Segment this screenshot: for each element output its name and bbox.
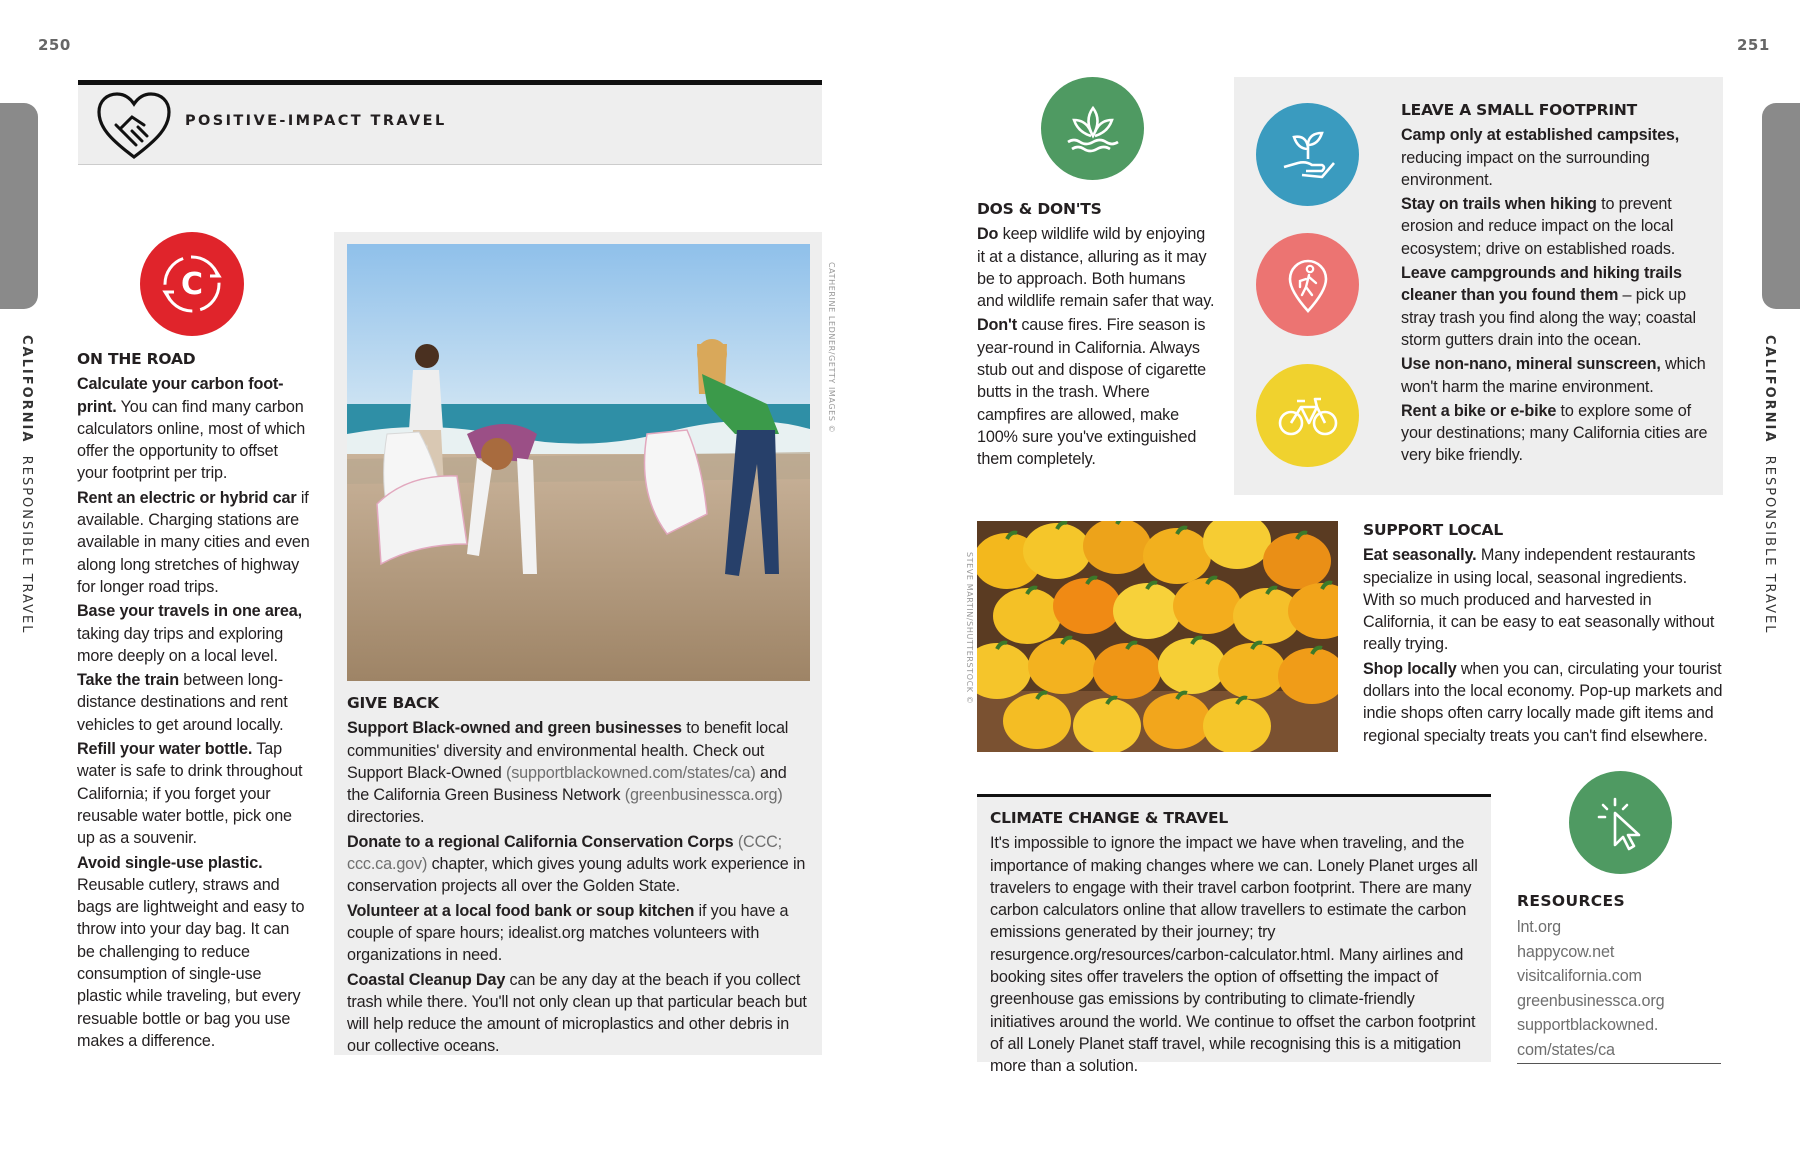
give-back-section [347,692,810,1060]
give-back-item: Support Black-owned and green businesses to benefit local communities' diversity and environmental health. Check out Support Black-Owned (supportblackowned.com/states/ca) and the California Green Business Network (greenbusinessca.org) directories. [347,719,789,827]
on-the-road-section [77,348,310,1054]
on-the-road-item: Take the train between long-distance destinations and rent vehicles to get around locally. [77,671,288,734]
ccc-link[interactable]: (CCC; ccc.ca.gov) [347,832,783,874]
page-number-right: 251 [1737,36,1770,54]
on-the-road-heading: ON THE ROAD [77,350,196,368]
beach-photo-credit: CATHERINE LEDNER/GETTY IMAGES © [827,262,836,434]
cursor-click-icon [1569,771,1672,874]
side-tab-right [1762,103,1800,309]
side-label-region: CALIFORNIA [19,335,34,444]
dos-donts-section [977,198,1215,473]
support-local-heading: SUPPORT LOCAL [1363,521,1504,539]
dos-item: Do keep wildlife wild by enjoying it at a distance, alluring as it may be to approach. Both humans and wildlife remain safer that way. [977,225,1215,311]
handshake-heart-icon [96,91,172,159]
support-local-item: Eat seasonally. Many independent restaurants specialize in using local, seasonal ingredients. With so much produced and harvested in California, it can be easy to eat seasonally without really trying. [1363,546,1715,654]
on-the-road-item: Rent an electric or hybrid car if available. Charging stations are available in many cities and even along long stretches of highway for longer road trips. [77,488,310,596]
pepper-shape [1023,523,1091,579]
resource-link[interactable]: greenbusinessca.org [1517,991,1665,1010]
pepper-shape [1093,643,1161,699]
greenbusinessca-link[interactable]: (greenbusinessca.org) [624,786,783,805]
side-label-right [1762,335,1777,634]
lotus-water-icon [1041,77,1144,180]
footprint-item: Rent a bike or e-bike to explore some of your destinations; many California cities are very bike friendly. [1401,401,1708,465]
on-the-road-item: Avoid single-use plastic. Reusable cutlery, straws and bags are lightweight and easy to throw into your day bag. It can be challenging to reduce consumption of single-use plastic while traveling, but every resuable bottle or bag you use makes a difference. [77,853,305,1050]
resource-link[interactable]: supportblackowned. [1517,1016,1659,1035]
support-local-section [1363,519,1723,749]
resources-divider [1517,1063,1721,1064]
page-number-left: 250 [38,36,71,54]
peppers-photo-credit: STEVE MARTIN/SHUTTERSTOCK © [965,552,974,705]
footprint-section [1401,99,1711,469]
side-label-section: RESPONSIBLE TRAVEL [1762,455,1777,635]
pepper-shape [1028,638,1096,694]
resource-link[interactable]: com/states/ca [1517,1040,1615,1059]
supportblackowned-link[interactable]: (supportblackowned.com/states/ca) [505,763,756,782]
footprint-item: Stay on trails when hiking to prevent erosion and reduce impact on the local ecosystem; drive on established roads. [1401,195,1676,258]
give-back-item: Volunteer at a local food bank or soup kitchen if you have a couple of spare hours; idealist.org matches volunteers with organizations in need. [347,901,789,965]
pepper-shape [1053,578,1121,634]
donts-item: Don't cause fires. Fire season is year-round in California. Always stub out and dispose of cigarette butts in the trash. Where campfires are allowed, make 100% sure you've extinguished them completely. [977,316,1207,469]
side-label-section: RESPONSIBLE TRAVEL [19,455,34,635]
support-local-item: Shop locally when you can, circulating your tourist dollars into the local economy. Pop-up markets and indie shops often carry locally made gift items and regional specialty treats you can't find elsewhere. [1363,659,1723,745]
peppers-photo [977,521,1338,752]
on-the-road-item: Calculate your carbon foot-print. You can find many carbon calculators online, most of which offer the opportunity to offset your footprint per trip. [77,375,306,483]
on-the-road-item: Refill your water bottle. Tap water is safe to drink throughout California; if you forget your reusable water bottle, pick one up as a souvenir. [77,740,303,848]
footprint-item: Camp only at established campsites, reducing impact on the surrounding environment. [1401,126,1680,189]
plant-hand-icon [1256,103,1359,206]
pepper-shape [1143,528,1211,584]
section-title: POSITIVE-IMPACT TRAVEL [185,113,447,129]
resource-link[interactable]: lnt.org [1517,918,1561,937]
dos-donts-heading: DOS & DON'TS [977,200,1102,218]
resource-link[interactable]: visitcalifornia.com [1517,967,1642,986]
svg-text:C: C [180,267,204,302]
pepper-shape [1113,583,1181,639]
climate-heading: CLIMATE CHANGE & TRAVEL [990,809,1229,827]
resources-heading: RESOURCES [1517,892,1626,910]
carbon-cycle-icon [140,232,244,336]
pepper-shape [1158,638,1226,694]
section-header [78,80,822,164]
pepper-shape [1203,698,1271,752]
side-label-left [19,335,34,634]
pepper-shape [1173,578,1241,634]
pepper-shape [1073,698,1141,752]
give-back-heading: GIVE BACK [347,694,439,712]
pepper-shape [1218,643,1286,699]
pepper-shape [993,588,1061,644]
beach-cleanup-photo [347,244,810,681]
give-back-item: Coastal Cleanup Day can be any day at the beach if you collect trash while there. You'll not only clean up that particular beach but will help reduce the amount of microplastics and other debris in our collective oceans. [347,970,807,1056]
pepper-shape [1263,533,1331,589]
climate-section [990,807,1480,1080]
climate-text: It's impossible to ignore the impact we have when traveling, and the importance of making changes where we can. Lonely Planet urges all travelers to engage with their travel carbon footprint. There are many carbon calculators online that allow travellers to estimate the carbon emissions generated by their journey; try resurgence.org/resources/carbon-calculator.html. Many airlines and booking sites offer travelers the option of offsetting the impact of greenhouse gas emissions by contributing to climate-friendly initiatives around the world. We continue to offset the carbon footprint of all Lonely Planet staff travel, while recognising this is a mitigation more than a solution. [990,834,1478,1076]
side-label-region: CALIFORNIA [1762,335,1777,444]
bicycle-icon [1256,364,1359,467]
resource-link[interactable]: happycow.net [1517,942,1615,961]
resources-section [1517,890,1722,1062]
pepper-shape [1143,693,1211,749]
give-back-item: Donate to a regional California Conservation Corps (CCC; ccc.ca.gov) chapter, which gives young adults work experience in conservation projects all over the Golden State. [347,832,806,896]
side-tab-left [0,103,38,309]
footprint-heading: LEAVE A SMALL FOOTPRINT [1401,101,1638,119]
on-the-road-item: Base your travels in one area, taking day trips and exploring more deeply on a local level. [77,602,302,665]
footprint-item: Use non-nano, mineral sunscreen, which won't harm the marine environment. [1401,355,1706,396]
hiker-pin-icon [1256,233,1359,336]
pepper-shape [1003,693,1071,749]
footprint-item: Leave campgrounds and hiking trails cleaner than you found them – pick up stray trash you find along the way; coastal storm gutters drain into the ocean. [1401,264,1696,349]
